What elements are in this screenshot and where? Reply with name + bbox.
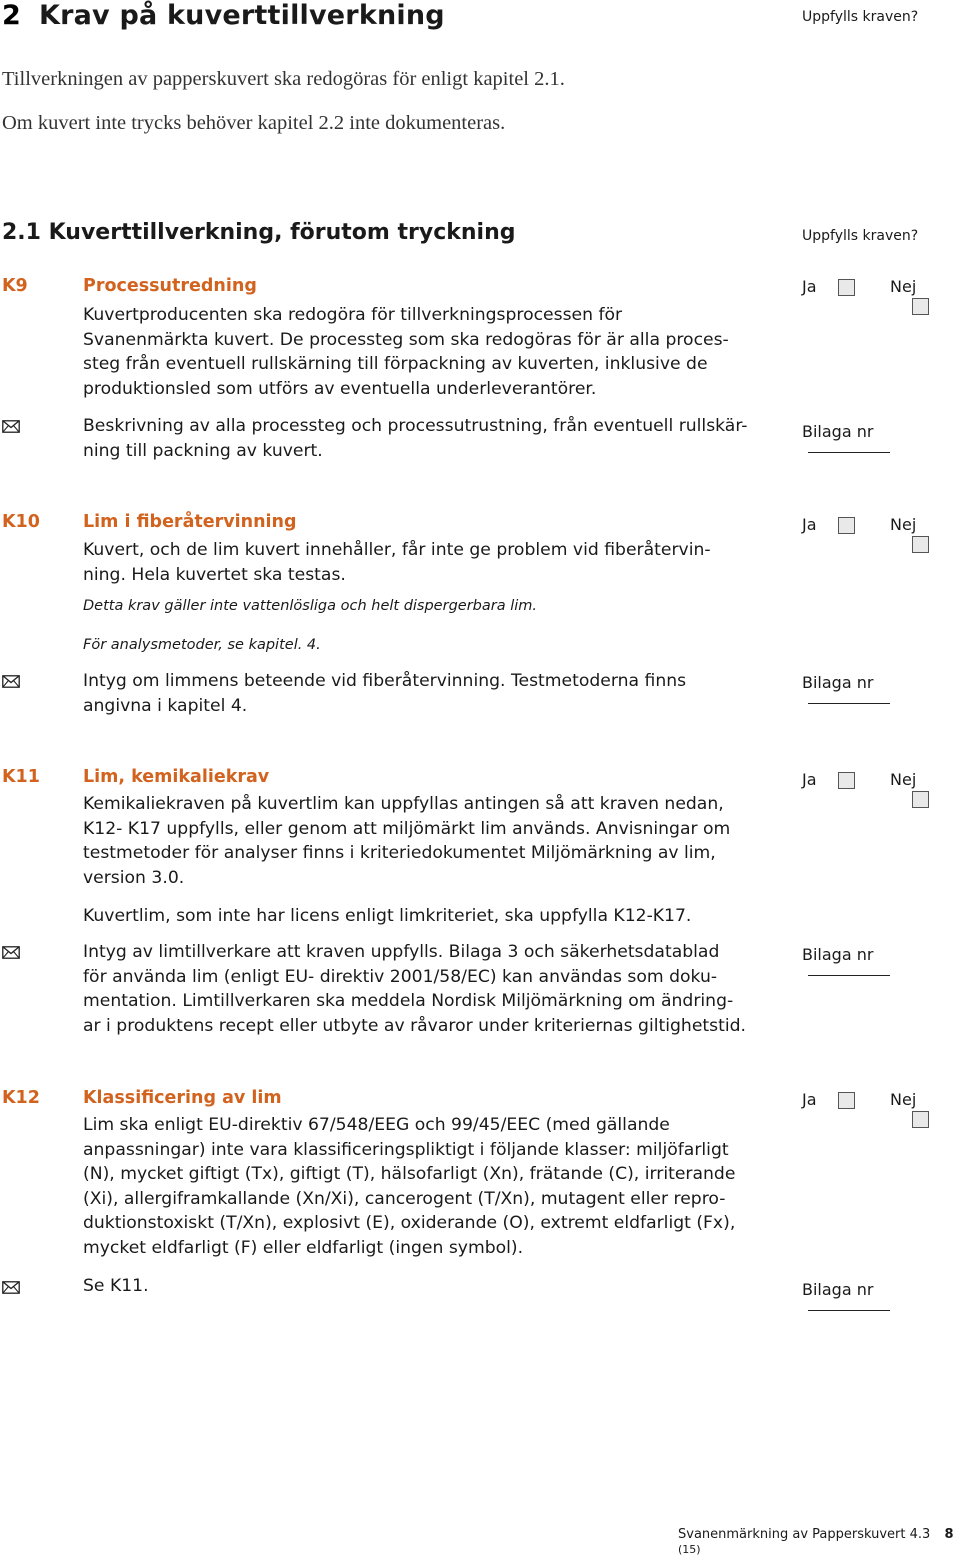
attachment-number-line[interactable]	[808, 702, 890, 704]
no-option[interactable]	[890, 1090, 960, 1128]
no-option[interactable]	[890, 515, 960, 553]
attachment-number-line[interactable]	[808, 974, 890, 976]
text-line: Kemikaliekraven på kuvertlim kan uppfyllas antingen så att kraven nedan,	[83, 794, 724, 814]
yes-checkbox[interactable]	[838, 517, 855, 534]
text-line: testmetoder för analyser finns i kriteriedokumentet Miljömärkning av lim,	[83, 843, 716, 863]
text-line: angivna i kapitel 4.	[83, 695, 248, 716]
text-line: produktionsled som utförs av eventuella underleverantörer.	[83, 378, 597, 399]
text-line: Intyg av limtillverkare att kraven uppfylls. Bilaga 3 och säkerhetsdatablad	[83, 942, 720, 962]
status-column-label: Uppfylls kraven?	[802, 228, 919, 244]
requirement-code: K11	[2, 767, 40, 787]
text-line: Kuvertproducenten ska redogöra för tillverkningsprocessen för	[83, 305, 623, 325]
text-line: ar i produktens recept eller utbyte av råvaror under kriteriernas giltighetstid.	[83, 1015, 746, 1036]
yes-option[interactable]	[802, 1090, 855, 1109]
documentation-text	[83, 414, 773, 463]
requirement-title: Klassificering av lim	[83, 1088, 282, 1108]
requirement-code: K10	[2, 512, 40, 532]
intro-line: Om kuvert inte trycks behöver kapitel 2.2 inte dokumenteras.	[2, 112, 506, 134]
yes-option[interactable]	[802, 515, 855, 534]
text-line: (N), mycket giftigt (Tx), giftigt (T), hälsofarligt (Xn), frätande (C), irriterande	[83, 1164, 736, 1184]
documentation-text: Se K11.	[83, 1276, 149, 1296]
intro-line: Tillverkningen av papperskuvert ska redogöras för enligt kapitel 2.1.	[2, 68, 565, 90]
text-line: för använda lim (enligt EU- direktiv 2001/58/EC) kan användas som doku-	[83, 966, 718, 987]
yes-option[interactable]	[802, 770, 855, 789]
text-line: Beskrivning av alla processteg och processutrustning, från eventuell rullskär-	[83, 416, 748, 436]
text-line: ning. Hela kuvertet ska testas.	[83, 564, 346, 585]
status-column-label: Uppfylls kraven?	[802, 9, 919, 25]
text-line: mentation. Limtillverkaren ska meddela Nordisk Miljömärkning om ändring-	[83, 991, 734, 1011]
text-line: Lim ska enligt EU-direktiv 67/548/EEG och 99/45/EEC (med gällande	[83, 1115, 670, 1135]
no-label: Nej	[890, 515, 917, 534]
attachment-label: Bilaga nr	[802, 673, 874, 692]
no-label: Nej	[890, 770, 917, 789]
attachment-number-line[interactable]	[808, 451, 890, 453]
no-checkbox[interactable]	[912, 1111, 929, 1128]
attachment-label: Bilaga nr	[802, 1280, 874, 1299]
text-line: Svanenmärkta kuvert. De processteg som ska redogöras för är alla proces-	[83, 329, 729, 350]
attachment-label: Bilaga nr	[802, 422, 874, 441]
requirement-title: Processutredning	[83, 276, 257, 296]
text-line: Intyg om limmens beteende vid fiberåtervinning. Testmetoderna finns	[83, 671, 687, 691]
requirement-text	[83, 792, 773, 890]
yes-option[interactable]	[802, 277, 855, 296]
footer-page-total: (15)	[678, 1543, 701, 1556]
attachment-field[interactable]	[802, 673, 960, 711]
yes-label: Ja	[802, 277, 817, 296]
requirement-text	[83, 303, 773, 401]
subsection-title: 2.1 Kuverttillverkning, förutom tryckning	[2, 220, 516, 245]
attachment-number-line[interactable]	[808, 1309, 890, 1311]
documentation-text	[83, 940, 773, 1038]
attachment-field[interactable]	[802, 1280, 960, 1318]
requirement-title: Lim i fiberåtervinning	[83, 512, 297, 532]
attachment-field[interactable]	[802, 945, 960, 983]
envelope-icon	[2, 420, 20, 433]
attachment-field[interactable]	[802, 422, 960, 460]
yes-checkbox[interactable]	[838, 279, 855, 296]
no-option[interactable]	[890, 277, 960, 315]
no-label: Nej	[890, 1090, 917, 1109]
text-line: mycket eldfarligt (F) eller eldfarligt (ingen symbol).	[83, 1237, 524, 1258]
requirement-extra: Kuvertlim, som inte har licens enligt limkriteriet, ska uppfylla K12-K17.	[83, 906, 692, 926]
envelope-icon	[2, 675, 20, 688]
no-checkbox[interactable]	[912, 791, 929, 808]
text-line: duktionstoxiskt (T/Xn), explosivt (E), oxiderande (O), extremt eldfarligt (Fx),	[83, 1213, 736, 1233]
text-line: (Xi), allergiframkallande (Xn/Xi), cancerogent (T/Xn), mutagent eller repro-	[83, 1188, 726, 1209]
footer-document-title: Svanenmärkning av Papperskuvert 4.3	[678, 1527, 931, 1542]
envelope-icon	[2, 946, 20, 959]
envelope-icon	[2, 1281, 20, 1294]
no-checkbox[interactable]	[912, 298, 929, 315]
yes-label: Ja	[802, 1090, 817, 1109]
requirement-code: K9	[2, 276, 28, 296]
text-line: Kuvert, och de lim kuvert innehåller, får inte ge problem vid fiberåtervin-	[83, 540, 711, 560]
section-number: 2	[2, 0, 21, 31]
yes-checkbox[interactable]	[838, 1092, 855, 1109]
yes-label: Ja	[802, 770, 817, 789]
text-line: anpassningar) inte vara klassificeringspliktigt i följande klasser: miljöfarligt	[83, 1139, 729, 1160]
text-line: version 3.0.	[83, 867, 185, 888]
requirement-text	[83, 1113, 773, 1260]
attachment-label: Bilaga nr	[802, 945, 874, 964]
text-line: K12- K17 uppfylls, eller genom att miljömärkt lim används. Anvisningar om	[83, 818, 731, 839]
requirement-note: Detta krav gäller inte vattenlösliga och helt dispergerbara lim.	[83, 598, 537, 614]
yes-label: Ja	[802, 515, 817, 534]
requirement-text	[83, 538, 773, 587]
text-line: steg från eventuell rullskärning till förpackning av kuverten, inklusive de	[83, 354, 708, 374]
footer-page-number: 8	[944, 1527, 954, 1542]
section-title: Krav på kuverttillverkning	[39, 0, 445, 31]
requirement-title: Lim, kemikaliekrav	[83, 767, 270, 787]
no-label: Nej	[890, 277, 917, 296]
page-footer	[678, 1527, 960, 1557]
requirement-note: För analysmetoder, se kapitel. 4.	[83, 637, 321, 653]
yes-checkbox[interactable]	[838, 772, 855, 789]
section-heading	[2, 0, 445, 31]
requirement-code: K12	[2, 1088, 40, 1108]
documentation-text	[83, 669, 773, 718]
no-checkbox[interactable]	[912, 536, 929, 553]
no-option[interactable]	[890, 770, 960, 808]
text-line: ning till packning av kuvert.	[83, 440, 323, 461]
